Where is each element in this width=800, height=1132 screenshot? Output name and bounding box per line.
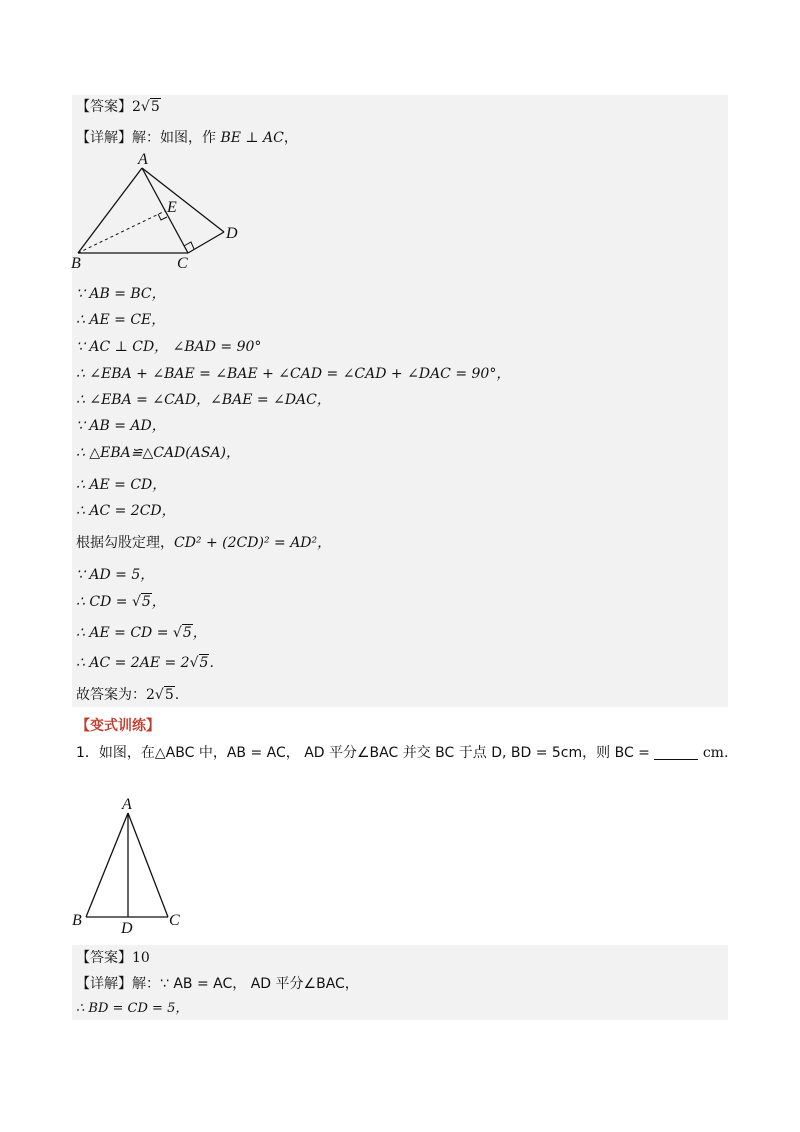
label-D: D xyxy=(226,225,238,242)
detail-intro: 解：如图，作 xyxy=(132,130,216,146)
label-A: A xyxy=(138,151,148,168)
sqrt-step-1-rad: 5 xyxy=(141,594,151,610)
final-answer-post: . xyxy=(174,687,180,703)
sqrt-step-2-rad: 5 xyxy=(182,625,192,641)
figure-1-quadrilateral xyxy=(60,150,260,275)
step-ad5: ∵ AD = 5， xyxy=(76,567,155,583)
detail-end: ， xyxy=(283,130,298,146)
sqrt-step-3-pre: ∴ AC = 2AE = 2 xyxy=(76,655,190,671)
step-7: ∴ △EBA≌△CAD(ASA)， xyxy=(76,445,241,461)
sqrt-step-3-rad: 5 xyxy=(199,655,209,671)
label-C: C xyxy=(169,912,180,929)
final-answer-coef: 2 xyxy=(146,687,155,703)
dashed-BE xyxy=(78,211,165,253)
answer-line: 【答案】2√5 xyxy=(76,99,160,115)
answer-coef: 2 xyxy=(132,99,141,115)
label-E: E xyxy=(167,199,177,216)
step-1: ∵ AB = BC， xyxy=(76,286,166,302)
pythag-line xyxy=(76,533,331,553)
edge-AD xyxy=(142,168,224,232)
sqrt-step-2-pre: ∴ AE = CD = xyxy=(76,625,173,641)
detail-label: 【详解】 xyxy=(76,130,132,146)
detail-expr: BE ⊥ AC xyxy=(220,130,284,146)
label-D: D xyxy=(121,920,133,937)
step-4: ∴ ∠EBA + ∠BAE = ∠BAE + ∠CAD = ∠CAD + ∠DAC = 90°， xyxy=(76,366,511,382)
edge-AB xyxy=(86,813,128,917)
step-6: ∵ AB = AD， xyxy=(76,418,166,434)
figure-2-isosceles-triangle xyxy=(68,793,198,938)
answer-2-value: 10 xyxy=(132,950,150,966)
sqrt-step-3: ∴ AC = 2AE = 2√5. xyxy=(76,655,214,671)
pythag-prefix: 根据勾股定理， xyxy=(76,535,174,551)
sqrt-step-1-post: ， xyxy=(151,594,166,610)
detail-2-label: 【详解】 xyxy=(76,976,132,992)
label-B: B xyxy=(72,912,82,929)
final-answer-prefix: 故答案为： xyxy=(76,687,146,703)
sqrt-step-2: ∴ AE = CD = √5， xyxy=(76,625,207,641)
question-1-unit: cm. xyxy=(702,745,729,761)
edge-AC xyxy=(128,813,168,917)
step-2: ∴ AE = CE， xyxy=(76,312,166,328)
question-1-text: 1．如图，在△ABC 中，AB = AC， AD 平分∠BAC 并交 BC 于点 D, BD = 5cm，则 BC = xyxy=(76,745,650,761)
detail-2-line xyxy=(76,974,359,994)
sqrt-step-2-post: ， xyxy=(192,625,207,641)
sqrt-step-3-post: . xyxy=(209,655,214,671)
final-answer-rad: 5 xyxy=(164,687,174,703)
answer-2-label: 【答案】 xyxy=(76,950,132,966)
label-A: A xyxy=(122,796,132,813)
right-angle-E xyxy=(158,214,167,220)
label-C: C xyxy=(177,255,188,272)
detail-2-text: 解：∵ AB = AC， AD 平分∠BAC， xyxy=(132,976,359,992)
variant-heading: 【变式训练】 xyxy=(76,718,160,734)
step-3: ∵ AC ⊥ CD， ∠BAD = 90° xyxy=(76,339,262,355)
answer-blank xyxy=(654,745,698,760)
pythag-expr: CD² + (2CD)² = AD²， xyxy=(174,535,332,551)
final-answer-line: 故答案为：2√5. xyxy=(76,687,180,703)
sqrt-step-1-pre: ∴ CD = xyxy=(76,594,132,610)
sqrt-step-1: ∴ CD = √5， xyxy=(76,594,166,610)
edge-AB xyxy=(78,168,142,253)
step-9: ∴ AC = 2CD， xyxy=(76,503,176,519)
answer-2-line xyxy=(76,948,150,968)
label-B: B xyxy=(71,255,81,272)
edge-AC xyxy=(142,168,188,253)
step-8: ∴ AE = CD， xyxy=(76,477,167,493)
edge-CD xyxy=(188,232,224,253)
step-5: ∴ ∠EBA = ∠CAD，∠BAE = ∠DAC， xyxy=(76,392,331,408)
question-1 xyxy=(76,743,728,763)
answer-radicand: 5 xyxy=(150,99,160,115)
detail-2-line2: ∴ BD = CD = 5， xyxy=(76,1001,189,1016)
answer-label: 【答案】 xyxy=(76,99,132,115)
detail-line xyxy=(76,128,298,148)
